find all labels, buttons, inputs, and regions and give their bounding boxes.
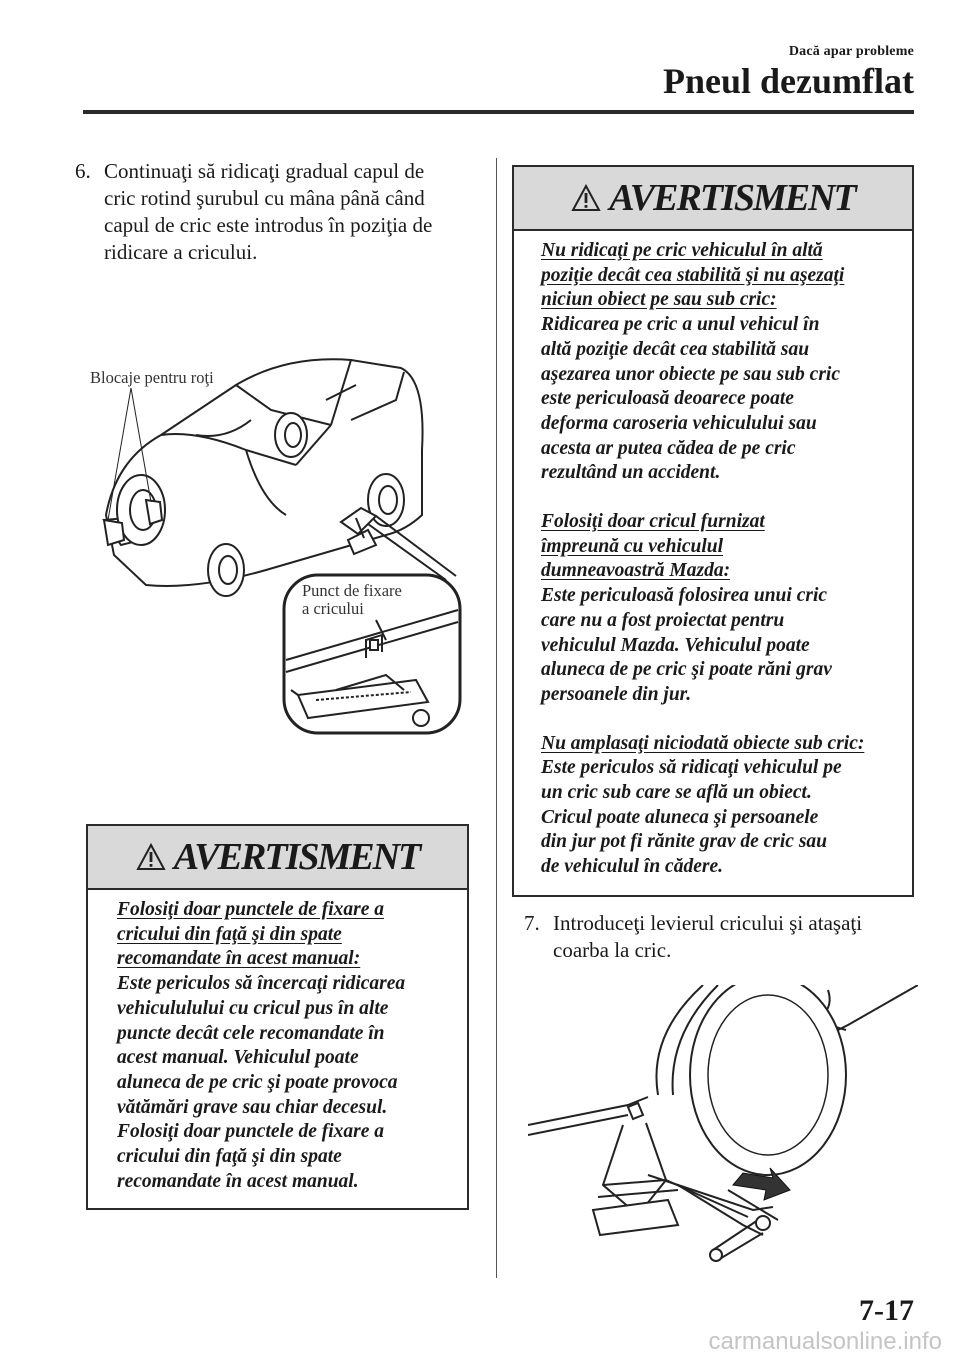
warning-heading-line: poziţie decât cea stabilită şi nu aşezaţi — [541, 264, 845, 286]
warning-text-line: acest manual. Vehiculul poate — [117, 1047, 359, 1069]
warning-title: AVERTISMENT — [173, 836, 420, 878]
warning-text-line: recomandate în acest manual. — [117, 1170, 359, 1192]
warning-text-line: aşezarea unor obiecte pe sau sub cric — [541, 363, 840, 385]
warning-text-line: persoanele din jur. — [541, 683, 692, 705]
warning-text-line: Este periculos să ridicaţi vehiculul pe — [541, 757, 842, 779]
warning-text-line: este periculoasă deoarece poate — [541, 388, 794, 410]
warning-text-line: deforma caroseria vehiculului sau — [541, 412, 817, 434]
warning-text-line: vehiculul Mazda. Vehiculul poate — [541, 634, 810, 656]
step-line: Introduceţi levierul cricului şi ataşaţi — [553, 911, 863, 935]
warning-header — [88, 826, 467, 890]
step-line: capul de cric este introdus în poziţia de — [104, 213, 433, 237]
warning-text-line: un cric sub care se află un obiect. — [541, 782, 812, 804]
warning-header — [514, 167, 912, 231]
step-line: cric rotind şurubul cu mâna până când — [104, 186, 425, 210]
page-number: 7-17 — [859, 1294, 914, 1327]
warning-heading-line: recomandate în acest manual: — [117, 948, 361, 970]
warning-text-line: Ridicarea pe cric a unul vehicul în — [541, 314, 820, 336]
jack-lever-illustration — [528, 985, 918, 1275]
warning-text-line: cricului din faţă şi din spate — [117, 1146, 342, 1168]
step-text — [104, 158, 432, 266]
warning-text-line: din jur pot fi rănite grav de cric sau — [541, 831, 828, 853]
warning-text-line: acesta ar putea cădea de pe cric — [541, 437, 796, 459]
header-rule — [83, 110, 914, 114]
step-line: ridicare a cricului. — [104, 240, 258, 264]
vehicle-jack-illustration — [86, 340, 466, 740]
step-text — [553, 910, 862, 964]
page-title: Pneul dezumflat — [663, 61, 914, 101]
warning-heading-line: niciun obiect pe sau sub cric: — [541, 289, 777, 311]
warning-heading-line: dumneavoastră Mazda: — [541, 560, 731, 582]
warning-paragraph — [541, 239, 912, 486]
label-jack-point — [302, 582, 402, 618]
warning-text-line: Este periculoasă folosirea unui cric — [541, 585, 828, 607]
warning-triangle-icon — [136, 843, 166, 871]
warning-box-jack-points — [86, 824, 469, 1210]
column-divider — [496, 158, 497, 1278]
section-label: Dacă apar probleme — [788, 44, 914, 59]
vehicle-jack-figure — [86, 340, 466, 740]
warning-text-line: aluneca de pe cric şi poate răni grav — [541, 659, 832, 681]
warning-body — [88, 890, 467, 1194]
warning-body — [514, 231, 912, 880]
warning-text-line: altă poziţie decât cea stabilită sau — [541, 338, 810, 360]
step-line: coarba la cric. — [553, 938, 672, 962]
warning-text-line: care nu a fost proiectat pentru — [541, 609, 785, 631]
paragraph-gap — [541, 486, 912, 510]
step-number: 6. — [75, 159, 91, 183]
label-wheel-chocks: Blocaje pentru roţi — [90, 368, 214, 387]
warning-heading-line: împreună cu vehiculul — [541, 535, 724, 557]
warning-title: AVERTISMENT — [609, 177, 855, 219]
warning-text-line: Folosiţi doar punctele de fixare a — [117, 1121, 385, 1143]
warning-heading-line: cricului din faţă şi din spate — [117, 923, 342, 945]
watermark: carmanualsonline.info — [708, 1328, 942, 1355]
step-line: Continuaţi să ridicaţi gradual capul de — [104, 159, 425, 183]
step-number: 7. — [524, 911, 540, 935]
step-7 — [524, 910, 924, 970]
warning-heading-line: Nu amplasaţi niciodată obiecte sub cric: — [541, 732, 865, 754]
warning-text-line: vătămări grave sau chiar decesul. — [117, 1096, 388, 1118]
step-6 — [75, 158, 485, 268]
warning-triangle-icon — [571, 184, 601, 212]
warning-heading-line: Folosiţi doar punctele de fixare a — [117, 899, 385, 920]
jack-lever-figure — [528, 985, 918, 1275]
warning-paragraph — [541, 510, 912, 708]
warning-text-line: puncte decât cele recomandate în — [117, 1022, 385, 1044]
paragraph-gap — [541, 708, 912, 732]
warning-text-line: rezultând un accident. — [541, 462, 721, 484]
warning-text-line: vehicululului cu cricul pus în alte — [117, 997, 389, 1019]
warning-text-line: de vehiculul în cădere. — [541, 856, 723, 878]
warning-box-jack-usage — [512, 165, 914, 897]
warning-text-line: aluneca de pe cric şi poate provoca — [117, 1071, 398, 1093]
warning-heading-line: Folosiţi doar cricul furnizat — [541, 511, 765, 533]
label-jack-point-line1: Punct de fixare — [302, 581, 402, 600]
label-jack-point-line2: a cricului — [302, 599, 364, 618]
warning-text-line: Este periculos să încercaţi ridicarea — [117, 973, 406, 995]
warning-paragraph — [541, 732, 912, 880]
warning-text-line: Cricul poate aluneca şi persoanele — [541, 806, 819, 828]
warning-heading-line: Nu ridicaţi pe cric vehiculul în altă — [541, 240, 823, 261]
